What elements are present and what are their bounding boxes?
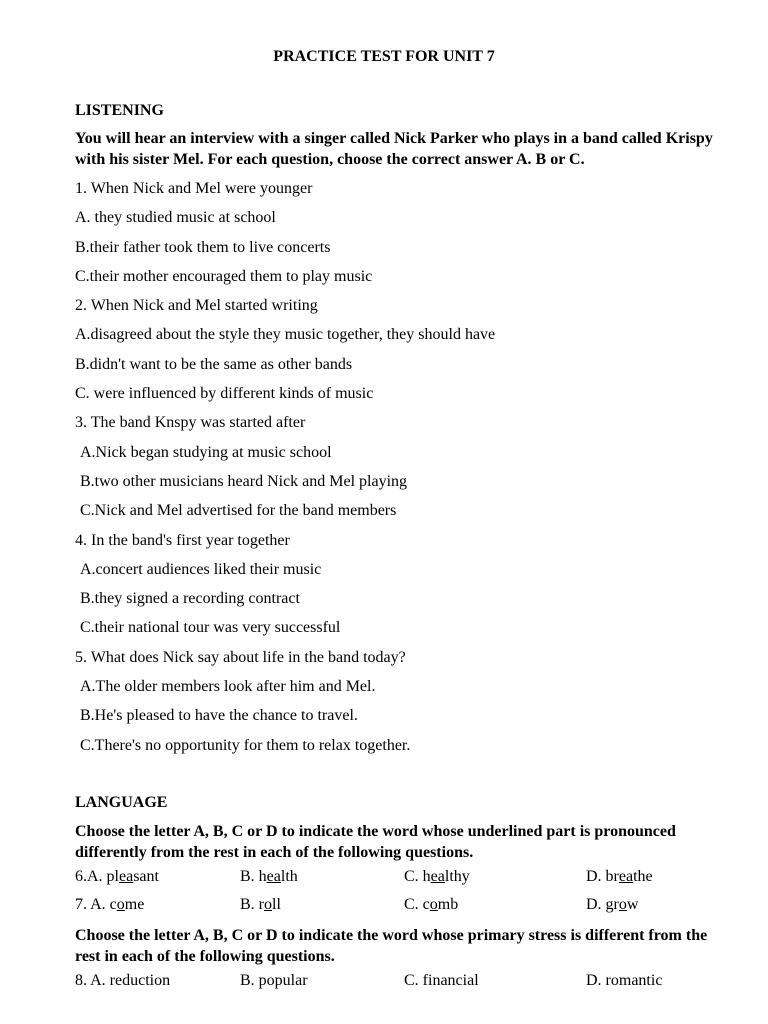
listening-line: B.didn't want to be the same as other bands (75, 355, 353, 373)
q7-option-b: B. roll (240, 896, 281, 913)
underlined-part: ea (119, 868, 134, 885)
listening-line: C.Nick and Mel advertised for the band members (80, 502, 397, 520)
listening-line: 4. In the band's first year together (75, 531, 290, 549)
listening-line: A.The older members look after him and Mel. (80, 678, 376, 696)
listening-instruction: You will hear an interview with a singer called Nick Parker who plays in a band called Krispy with his sister Mel. For each question, choose the correct answer A. B or C. (75, 130, 713, 168)
q7-option-a: 7. A. come (75, 896, 145, 913)
listening-line: C.their national tour was very successful (80, 619, 341, 637)
listening-line: A.Nick began studying at music school (80, 443, 332, 461)
listening-line: A.disagreed about the style they music together, they should have (75, 326, 496, 344)
q6-option-c: C. healthy (404, 868, 470, 885)
listening-line: C. were influenced by different kinds of music (75, 385, 374, 403)
underlined-part: ea (266, 868, 281, 885)
underlined-part: o (618, 896, 627, 913)
underlined-part: o (264, 896, 272, 913)
q7-option-d: D. grow (586, 896, 639, 913)
listening-line: B.their father took them to live concerts (75, 238, 331, 256)
listening-line: B.they signed a recording contract (80, 590, 300, 608)
listening-heading: LISTENING (75, 102, 164, 119)
pronunciation-instruction: Choose the letter A, B, C or D to indicate the word whose underlined part is pronounced differently from the rest in each of the following questions. (75, 823, 676, 861)
underlined-part: o (429, 896, 438, 913)
underlined-part: o (116, 896, 125, 913)
q8-option-c: C. financial (404, 972, 479, 989)
listening-line: A.concert audiences liked their music (80, 560, 322, 578)
listening-question-list (75, 174, 715, 760)
question-6-options (75, 864, 715, 890)
q8-option-d: D. romantic (586, 972, 663, 989)
q6-option-d: D. breathe (586, 868, 653, 885)
listening-line: B.He's pleased to have the chance to travel. (80, 707, 358, 725)
language-heading: LANGUAGE (75, 794, 168, 811)
question-8-options (75, 968, 715, 994)
listening-line: C.their mother encouraged them to play music (75, 267, 373, 285)
question-7-options (75, 892, 715, 918)
page-title: PRACTICE TEST FOR UNIT 7 (273, 48, 495, 65)
stress-instruction: Choose the letter A, B, C or D to indicate the word whose primary stress is different from the rest in each of the following questions. (75, 927, 708, 965)
listening-line: 1. When Nick and Mel were younger (75, 180, 313, 197)
listening-line: 5. What does Nick say about life in the band today? (75, 648, 406, 666)
listening-line: A. they studied music at school (75, 209, 276, 227)
listening-line: B.two other musicians heard Nick and Mel playing (80, 472, 408, 490)
listening-line: C.There's no opportunity for them to relax together. (80, 736, 411, 754)
underlined-part: ea (618, 868, 634, 885)
listening-line: 2. When Nick and Mel started writing (75, 297, 318, 315)
q7-option-c: C. comb (404, 896, 459, 913)
underlined-part: ea (430, 868, 445, 885)
q8-option-a: 8. A. reduction (75, 972, 171, 989)
q6-option-b: B. health (240, 868, 298, 885)
q8-option-b: B. popular (240, 972, 308, 989)
listening-line: 3. The band Knspy was started after (75, 414, 306, 432)
q6-option-a: 6.A. pleasant (75, 868, 159, 885)
